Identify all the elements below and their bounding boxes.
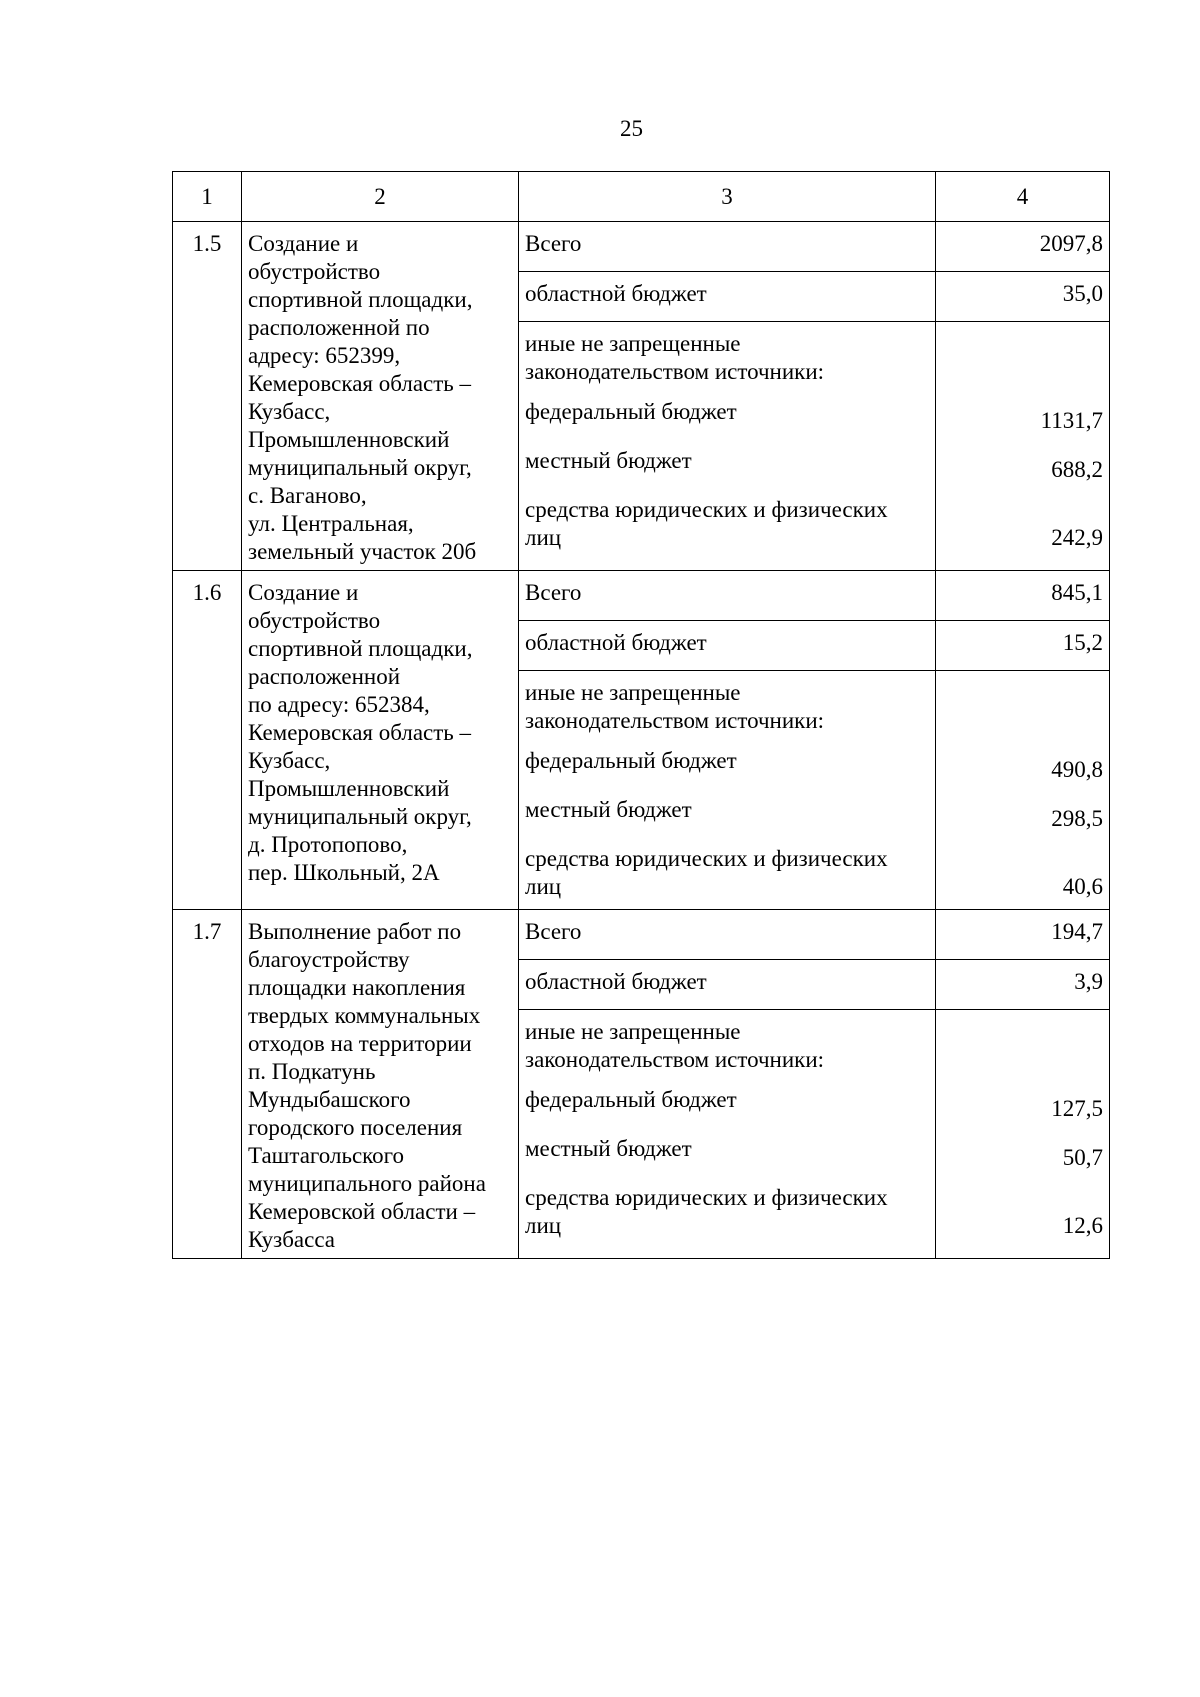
source-other-label bbox=[525, 1018, 929, 1086]
source-local-label: местный бюджет bbox=[525, 1136, 692, 1161]
description-line: Мундыбашского bbox=[248, 1087, 411, 1112]
source-persons-value: 40,6 bbox=[1062, 874, 1103, 899]
budget-table bbox=[172, 171, 1110, 1259]
description-line: твердых коммунальных bbox=[248, 1003, 481, 1028]
source-persons-label-line: средства юридических и физических bbox=[525, 846, 888, 871]
source-regional-label: областной бюджет bbox=[519, 621, 936, 671]
source-persons-value: 12,6 bbox=[1062, 1213, 1103, 1238]
source-other-label-line: иные не запрещенные bbox=[525, 680, 741, 705]
source-persons-label bbox=[525, 496, 929, 552]
description-line: расположенной по bbox=[248, 315, 430, 340]
description-line: Промышленновский bbox=[248, 776, 450, 801]
header-cell: 2 bbox=[242, 172, 519, 222]
header-cell: 3 bbox=[519, 172, 936, 222]
description-line: обустройство bbox=[248, 608, 381, 633]
source-local-value: 50,7 bbox=[1062, 1145, 1103, 1170]
source-total-label: Всего bbox=[519, 222, 936, 272]
source-regional-value: 3,9 bbox=[936, 960, 1110, 1010]
description-line: ул. Центральная, bbox=[248, 511, 414, 536]
description-line: адресу: 652399, bbox=[248, 343, 401, 368]
source-total-label: Всего bbox=[519, 910, 936, 960]
source-other-label-line: законодательством источники: bbox=[525, 359, 825, 384]
source-other-label bbox=[525, 330, 929, 398]
row-description bbox=[242, 571, 519, 910]
row-number: 1.6 bbox=[173, 571, 242, 910]
source-persons-label-line: лиц bbox=[525, 874, 562, 899]
source-persons-label bbox=[525, 1184, 929, 1240]
description-line: Выполнение работ по bbox=[248, 919, 462, 944]
source-regional-value: 15,2 bbox=[936, 621, 1110, 671]
description-line: пер. Школьный, 2А bbox=[248, 860, 440, 885]
description-line: муниципальный округ, bbox=[248, 455, 472, 480]
source-persons-label-line: лиц bbox=[525, 1213, 562, 1238]
source-total-value: 2097,8 bbox=[936, 222, 1110, 272]
description-line: с. Ваганово, bbox=[248, 483, 367, 508]
description-line: муниципального района bbox=[248, 1171, 486, 1196]
description-line: отходов на территории bbox=[248, 1031, 472, 1056]
source-federal-value: 490,8 bbox=[1051, 757, 1103, 782]
header-cell: 4 bbox=[936, 172, 1110, 222]
source-other-group bbox=[519, 671, 936, 910]
description-line: Кемеровская область – bbox=[248, 371, 472, 396]
source-persons-label-line: средства юридических и физических bbox=[525, 497, 888, 522]
description-line: земельный участок 20б bbox=[248, 539, 477, 564]
source-other-label-line: иные не запрещенные bbox=[525, 1019, 741, 1044]
source-federal-label: федеральный бюджет bbox=[525, 1087, 737, 1112]
description-line: Кемеровской области – bbox=[248, 1199, 476, 1224]
source-other-label bbox=[525, 679, 929, 747]
other-spacer bbox=[942, 679, 1103, 747]
description-line: спортивной площадки, bbox=[248, 287, 473, 312]
source-regional-label: областной бюджет bbox=[519, 960, 936, 1010]
description-line: п. Подкатунь bbox=[248, 1059, 376, 1084]
row-number: 1.5 bbox=[173, 222, 242, 571]
source-other-values bbox=[936, 1010, 1110, 1259]
description-line: по адресу: 652384, bbox=[248, 692, 430, 717]
description-line: Таштагольского bbox=[248, 1143, 405, 1168]
table-row bbox=[173, 910, 1110, 960]
source-persons-label bbox=[525, 845, 929, 901]
table-header-row bbox=[173, 172, 1110, 222]
description-line: д. Протопопово, bbox=[248, 832, 408, 857]
description-line: благоустройству bbox=[248, 947, 410, 972]
description-line: городского поселения bbox=[248, 1115, 463, 1140]
description-line: расположенной bbox=[248, 664, 401, 689]
source-federal-value: 127,5 bbox=[1051, 1096, 1103, 1121]
source-local-value: 688,2 bbox=[1051, 457, 1103, 482]
source-persons-label-line: средства юридических и физических bbox=[525, 1185, 888, 1210]
source-total-value: 845,1 bbox=[936, 571, 1110, 621]
description-line: Создание и bbox=[248, 231, 359, 256]
source-federal-value: 1131,7 bbox=[1040, 408, 1103, 433]
page-number: 25 bbox=[620, 116, 643, 141]
source-other-label-line: законодательством источники: bbox=[525, 1047, 825, 1072]
other-spacer bbox=[942, 330, 1103, 398]
table-row bbox=[173, 222, 1110, 272]
source-other-values bbox=[936, 322, 1110, 571]
source-other-group bbox=[519, 322, 936, 571]
source-other-group bbox=[519, 1010, 936, 1259]
source-persons-label-line: лиц bbox=[525, 525, 562, 550]
source-local-value: 298,5 bbox=[1051, 806, 1103, 831]
description-line: спортивной площадки, bbox=[248, 636, 473, 661]
source-total-label: Всего bbox=[519, 571, 936, 621]
description-line: муниципальный округ, bbox=[248, 804, 472, 829]
header-cell: 1 bbox=[173, 172, 242, 222]
source-other-values bbox=[936, 671, 1110, 910]
row-description bbox=[242, 910, 519, 1259]
row-number: 1.7 bbox=[173, 910, 242, 1259]
description-line: Промышленновский bbox=[248, 427, 450, 452]
source-federal-label: федеральный бюджет bbox=[525, 748, 737, 773]
description-line: Кузбасс, bbox=[248, 399, 331, 424]
source-regional-value: 35,0 bbox=[936, 272, 1110, 322]
other-spacer bbox=[942, 1018, 1103, 1086]
description-line: Кузбасса bbox=[248, 1227, 336, 1252]
description-line: обустройство bbox=[248, 259, 381, 284]
source-persons-value: 242,9 bbox=[1051, 525, 1103, 550]
source-other-label-line: законодательством источники: bbox=[525, 708, 825, 733]
table-row bbox=[173, 571, 1110, 621]
source-local-label: местный бюджет bbox=[525, 448, 692, 473]
description-line: Кузбасс, bbox=[248, 748, 331, 773]
description-line: Кемеровская область – bbox=[248, 720, 472, 745]
description-line: Создание и bbox=[248, 580, 359, 605]
description-line: площадки накопления bbox=[248, 975, 466, 1000]
source-regional-label: областной бюджет bbox=[519, 272, 936, 322]
source-total-value: 194,7 bbox=[936, 910, 1110, 960]
source-other-label-line: иные не запрещенные bbox=[525, 331, 741, 356]
row-description bbox=[242, 222, 519, 571]
source-federal-label: федеральный бюджет bbox=[525, 399, 737, 424]
source-local-label: местный бюджет bbox=[525, 797, 692, 822]
